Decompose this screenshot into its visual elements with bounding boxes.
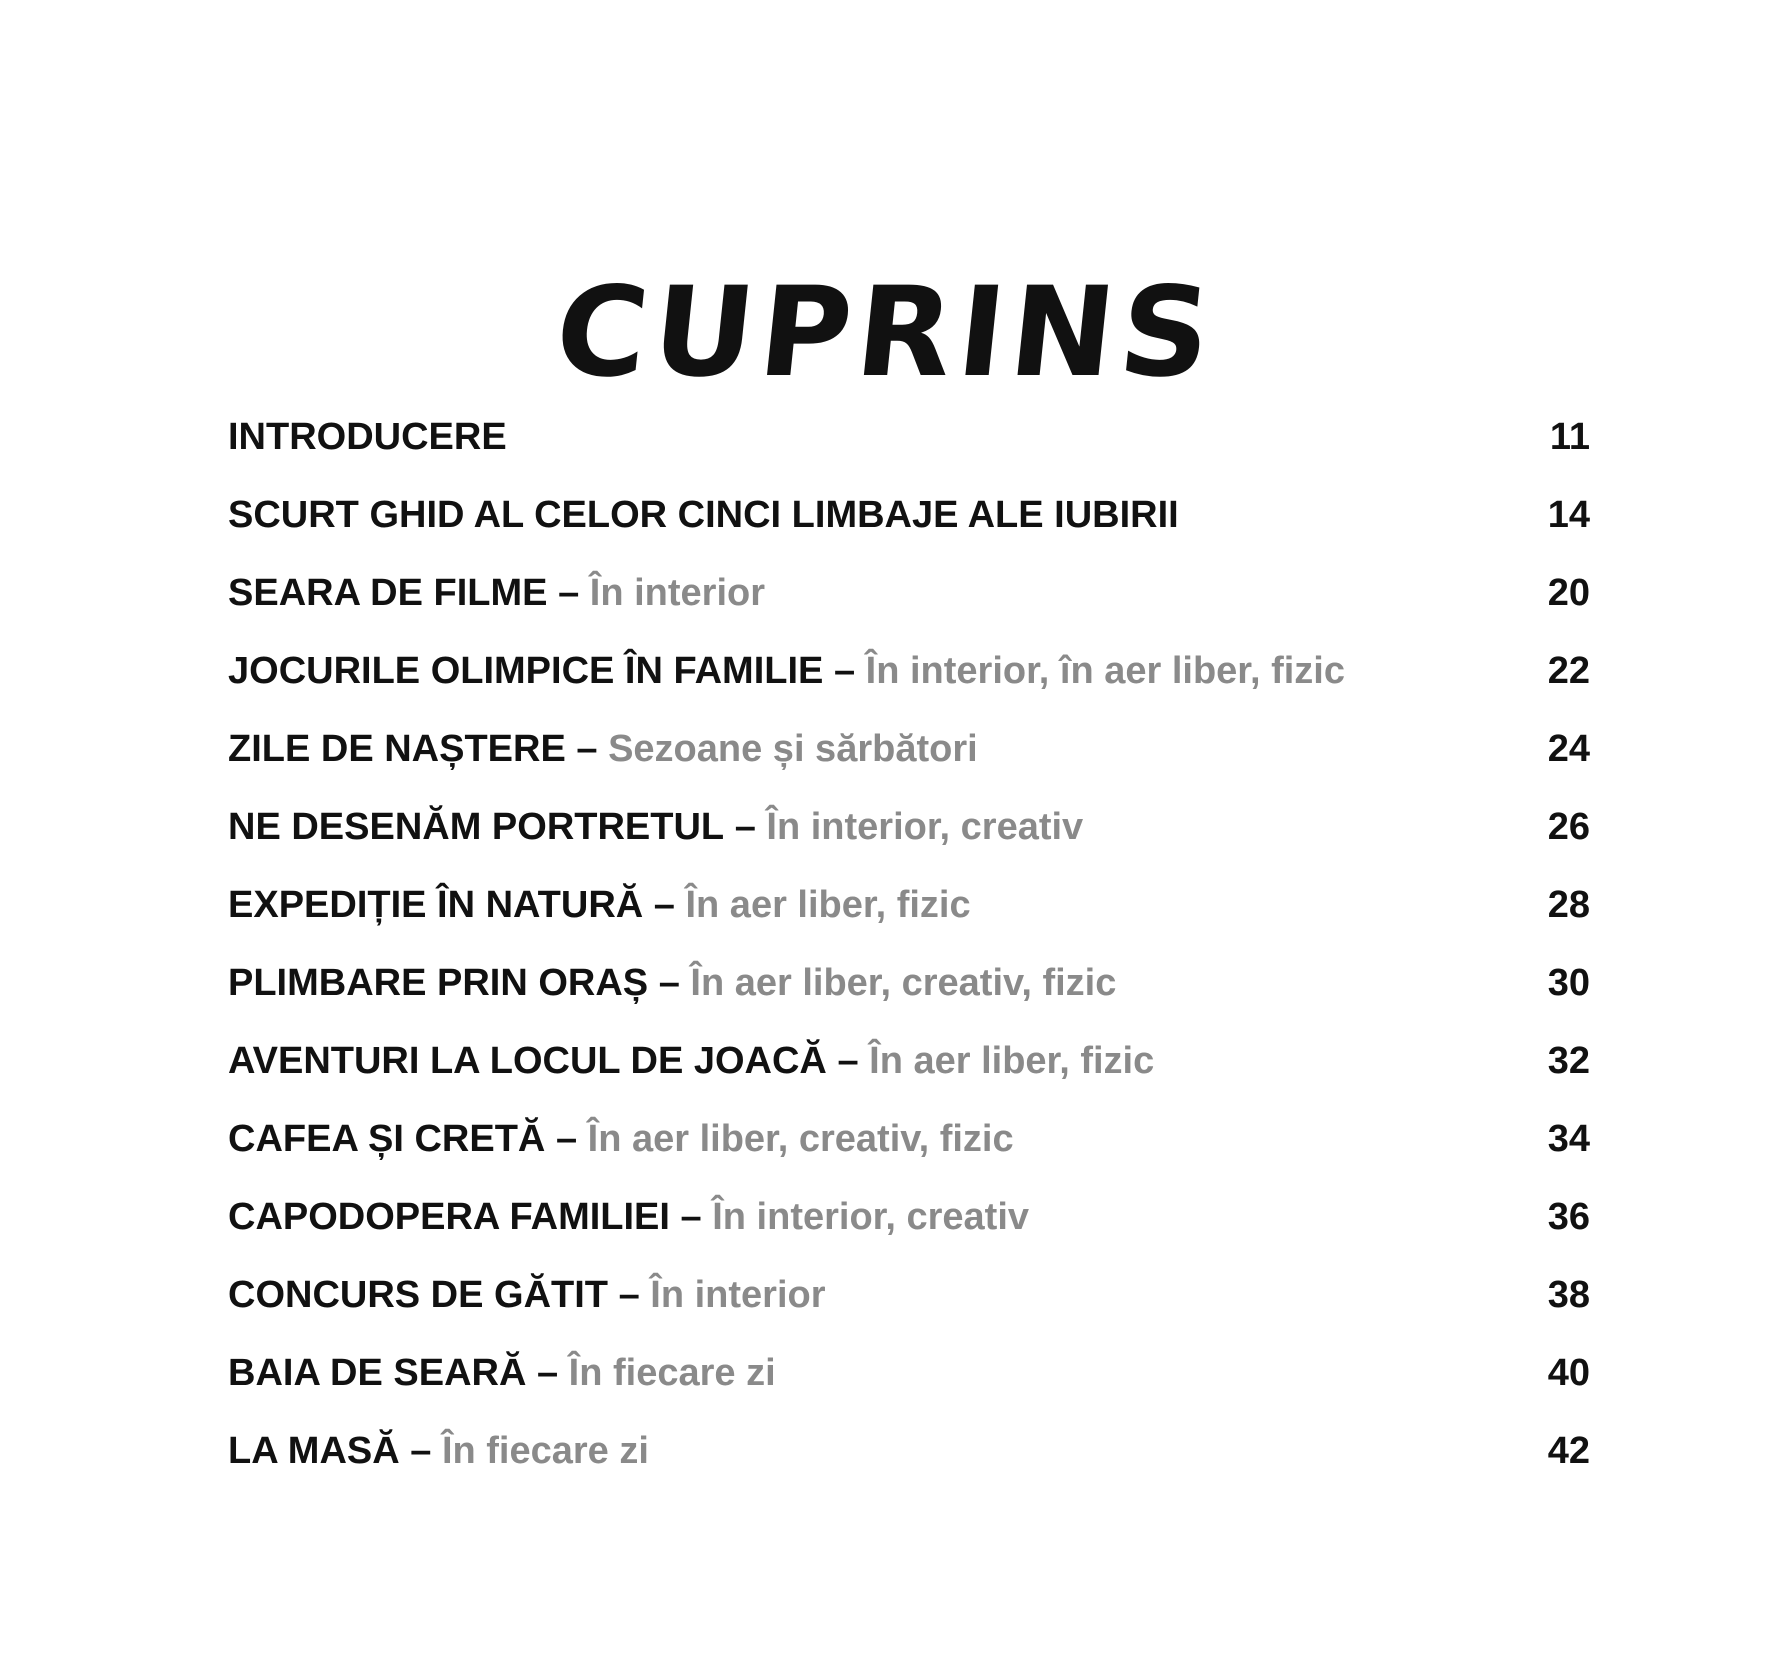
toc-entry [228,1100,1530,1178]
toc-page-number: 30 [1547,962,1590,1004]
toc-page-number: 32 [1547,1040,1590,1082]
toc-row[interactable] [228,1100,1590,1178]
toc-entry [228,1022,1530,1100]
toc-title: LA MASĂ [228,1430,400,1472]
toc-entry [228,554,1530,632]
toc-title: PLIMBARE PRIN ORAȘ [228,962,649,1004]
toc-subtitle: În interior [650,1274,826,1316]
toc-title: SCURT GHID AL CELOR CINCI LIMBAJE ALE IUBIRII [228,494,1179,536]
toc-row[interactable] [228,1412,1590,1490]
toc-subtitle: În interior [589,572,765,614]
toc-page-number: 22 [1547,650,1590,692]
toc-title: EXPEDIȚIE ÎN NATURĂ [228,884,644,926]
toc-page-number: 11 [1549,416,1590,458]
toc-row[interactable] [228,710,1590,788]
toc-title: CAPODOPERA FAMILIEI [228,1196,670,1238]
toc-dash: – [837,1040,859,1082]
toc-subtitle: Sezoane și sărbători [608,728,978,770]
toc-title: SEARA DE FILME [228,572,548,614]
toc-title: INTRODUCERE [228,416,507,458]
toc-entry [228,710,1530,788]
toc-subtitle: În interior, creativ [712,1196,1030,1238]
toc-dash: – [555,1118,578,1160]
toc-subtitle: În aer liber, fizic [685,884,971,926]
toc-entry [228,632,1530,710]
toc-page-number: 42 [1547,1430,1590,1472]
table-of-contents [228,398,1590,1490]
toc-entry [228,1412,1530,1490]
toc-dash: – [576,728,598,770]
toc-row[interactable] [228,1178,1590,1256]
toc-dash: – [410,1430,432,1472]
toc-row[interactable] [228,788,1590,866]
toc-subtitle: În aer liber, creativ, fizic [690,962,1117,1004]
toc-row[interactable] [228,554,1590,632]
toc-entry [228,788,1530,866]
toc-subtitle: În aer liber, fizic [869,1040,1155,1082]
toc-page-number: 40 [1547,1352,1590,1394]
toc-page-number: 34 [1547,1118,1590,1160]
toc-entry [228,398,1530,476]
toc-page-number: 20 [1547,572,1590,614]
toc-dash: – [536,1352,559,1394]
toc-subtitle: În interior, în aer liber, fizic [865,650,1346,692]
toc-row[interactable] [228,866,1590,944]
toc-title: BAIA DE SEARĂ [228,1352,527,1394]
toc-page-number: 36 [1547,1196,1590,1238]
toc-row[interactable] [228,1256,1590,1334]
toc-entry [228,1178,1530,1256]
toc-title: AVENTURI LA LOCUL DE JOACĂ [228,1040,827,1082]
toc-subtitle: În interior, creativ [766,806,1084,848]
toc-dash: – [734,806,756,848]
toc-entry [228,1334,1530,1412]
toc-title: JOCURILE OLIMPICE ÎN FAMILIE [228,650,824,692]
toc-subtitle: În aer liber, creativ, fizic [587,1118,1014,1160]
toc-row[interactable] [228,1334,1590,1412]
toc-page-number: 24 [1547,728,1590,770]
toc-dash: – [658,962,680,1004]
toc-dash: – [653,884,675,926]
toc-entry [228,944,1530,1022]
toc-page-number: 14 [1547,494,1590,536]
toc-title: CONCURS DE GĂTIT [228,1274,608,1316]
toc-row[interactable] [228,632,1590,710]
page-title: CUPRINS [548,261,1224,406]
toc-subtitle: În fiecare zi [568,1352,776,1394]
toc-subtitle: În fiecare zi [441,1430,649,1472]
toc-title: NE DESENĂM PORTRETUL [228,806,725,848]
toc-dash: – [618,1274,640,1316]
toc-row[interactable] [228,1022,1590,1100]
toc-row[interactable] [228,398,1590,476]
toc-title: ZILE DE NAȘTERE [228,728,566,770]
toc-entry [228,1256,1530,1334]
toc-page-number: 38 [1547,1274,1590,1316]
toc-entry [228,866,1530,944]
toc-row[interactable] [228,476,1590,554]
toc-dash: – [680,1196,702,1238]
toc-dash: – [558,572,580,614]
toc-dash: – [833,650,856,692]
toc-page-number: 26 [1547,806,1590,848]
toc-title: CAFEA ȘI CRETĂ [228,1118,546,1160]
toc-page-number: 28 [1547,884,1590,926]
toc-entry [228,476,1530,554]
toc-row[interactable] [228,944,1590,1022]
